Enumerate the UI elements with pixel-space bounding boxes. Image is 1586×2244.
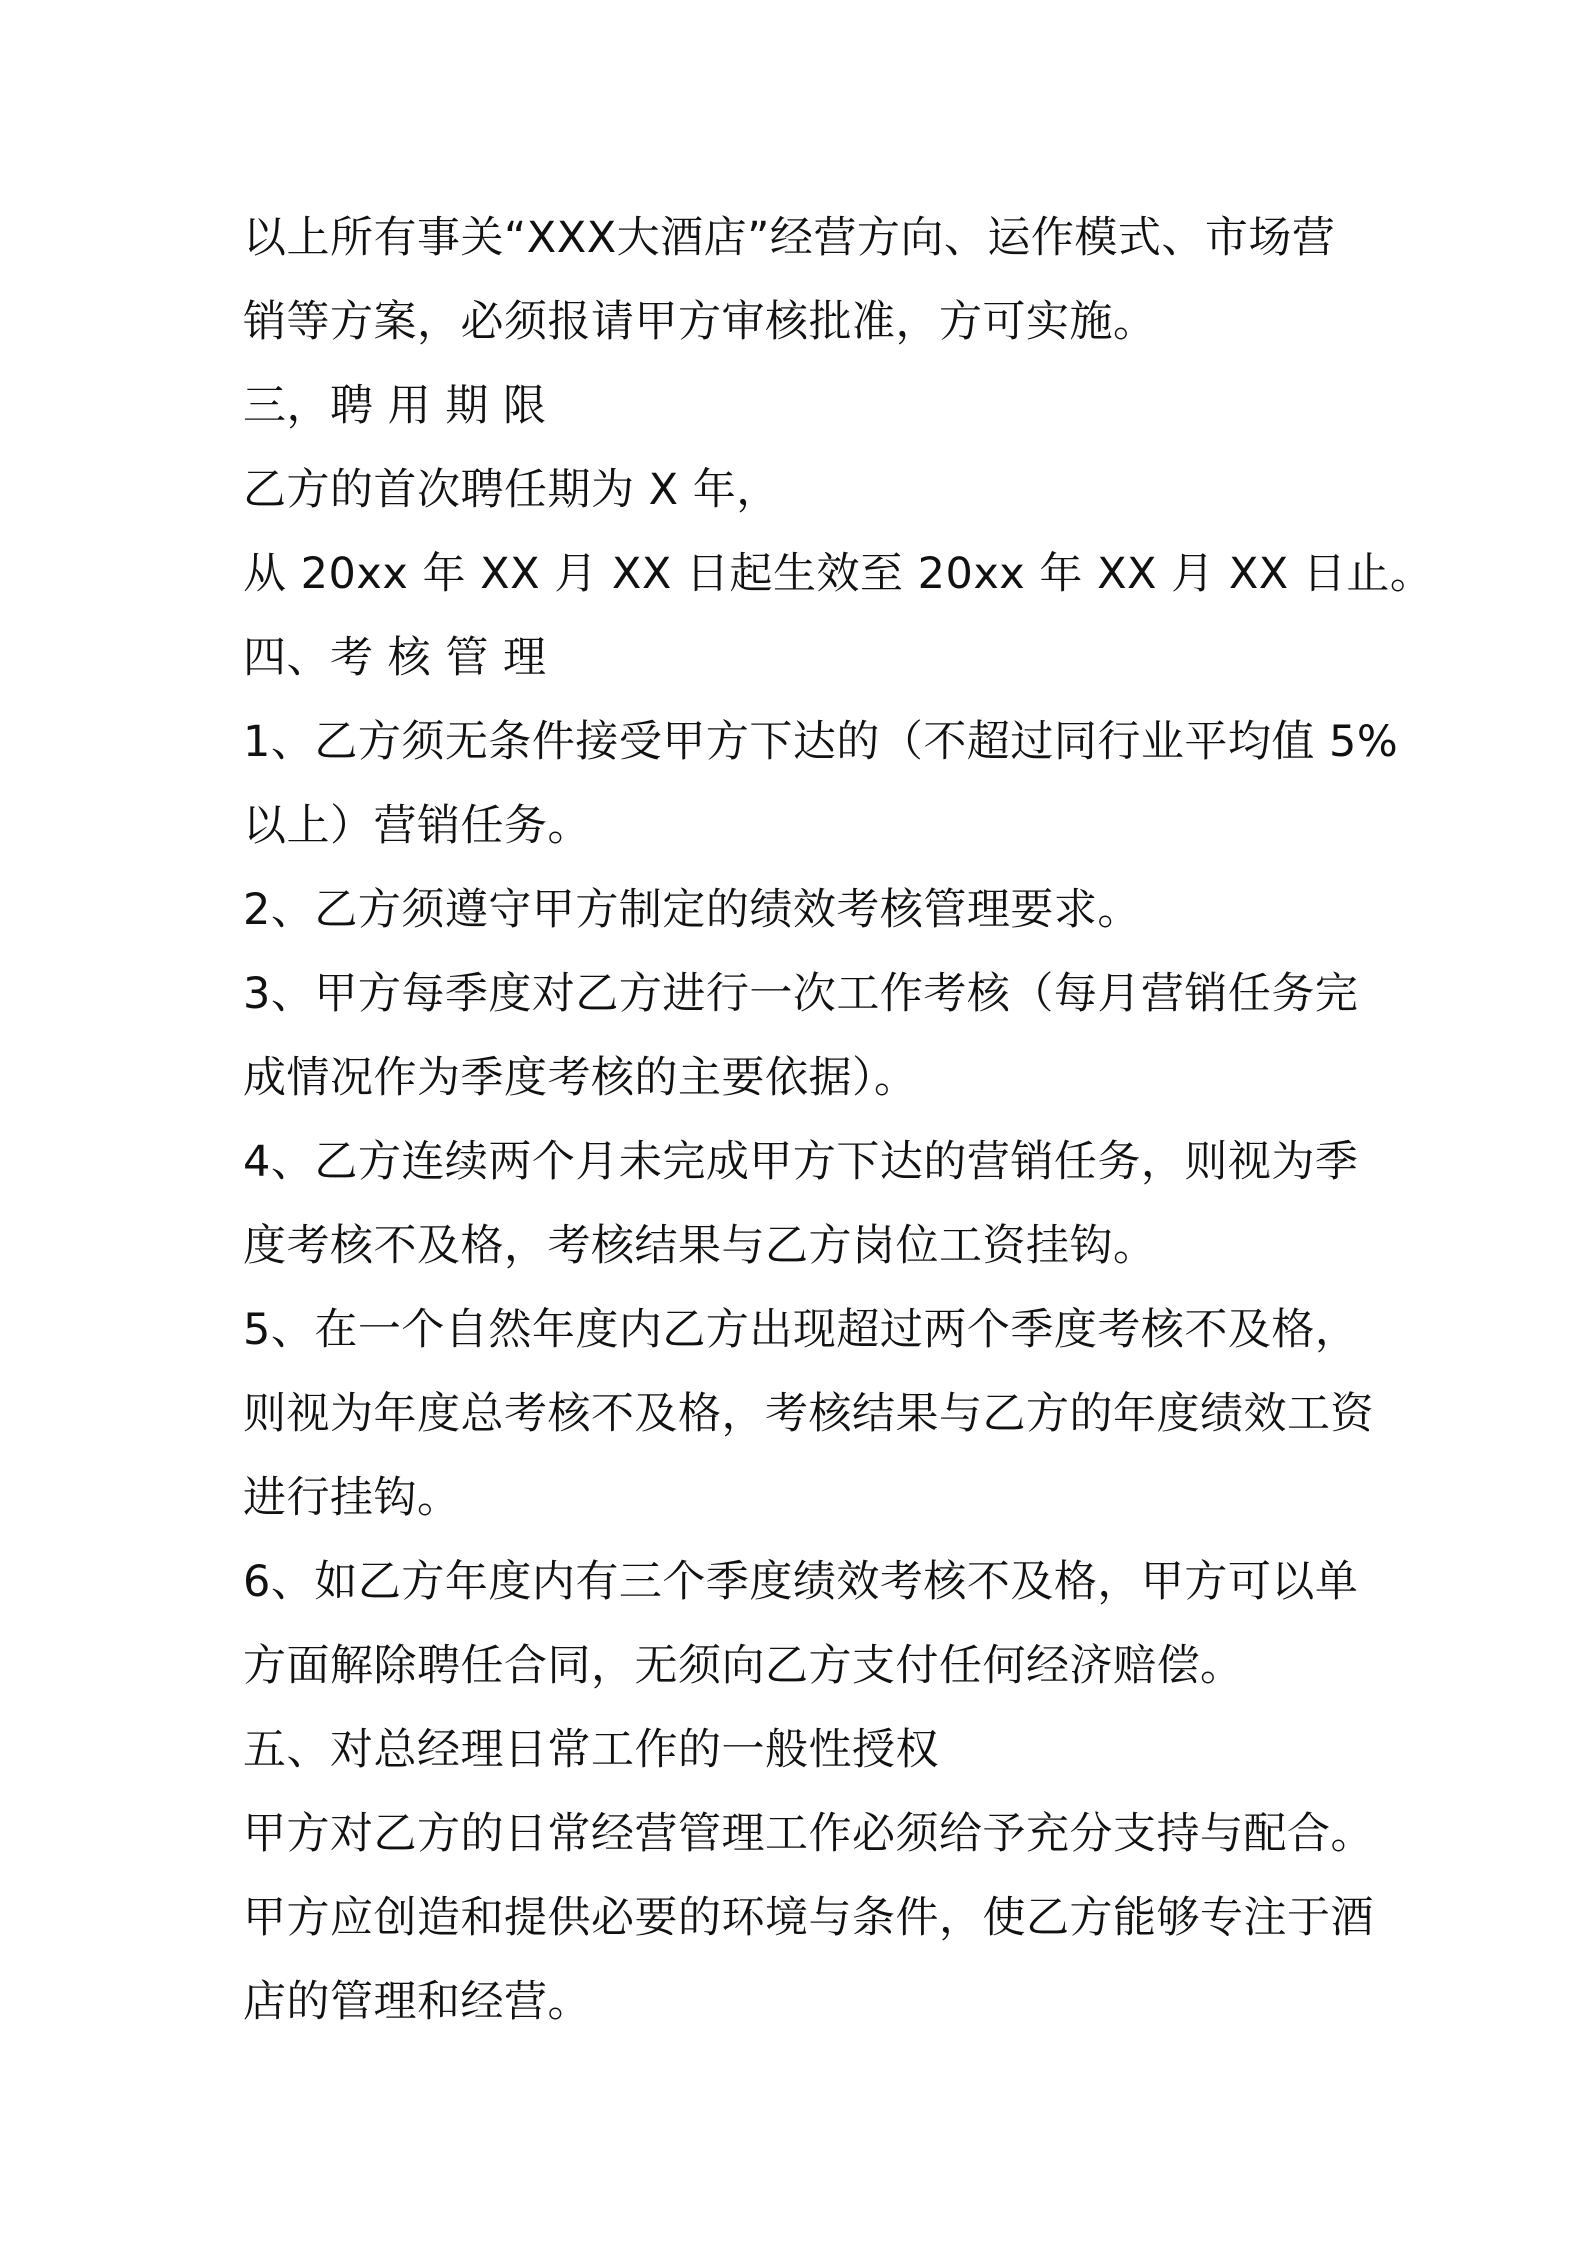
paragraph-line: 从 20xx 年 XX 月 XX 日起生效至 20xx 年 XX 月 XX 日止。 <box>243 549 1434 599</box>
list-item-1: 1、乙方须无条件接受甲方下达的（不超过同行业平均值 5% <box>243 717 1399 767</box>
paragraph-line: 乙方的首次聘任期为 X 年， <box>243 465 780 515</box>
section-heading-authorization: 五、对总经理日常工作的一般性授权 <box>243 1725 939 1775</box>
paragraph-line: 甲方对乙方的日常经营管理工作必须给予充分支持与配合。 <box>243 1809 1374 1859</box>
section-heading-term: 三，聘 用 期 限 <box>243 381 547 431</box>
list-item-6: 6、如乙方年度内有三个季度绩效考核不及格，甲方可以单 <box>243 1557 1359 1607</box>
list-item-2: 2、乙方须遵守甲方制定的绩效考核管理要求。 <box>243 885 1141 935</box>
paragraph-line: 销等方案，必须报请甲方审核批准，方可实施。 <box>243 297 1157 347</box>
list-item-3: 3、甲方每季度对乙方进行一次工作考核（每月营销任务完 <box>243 969 1359 1019</box>
list-item-5-cont: 则视为年度总考核不及格，考核结果与乙方的年度绩效工资 <box>243 1389 1374 1439</box>
paragraph-line: 甲方应创造和提供必要的环境与条件，使乙方能够专注于酒 <box>243 1893 1374 1943</box>
list-item-3-cont: 成情况作为季度考核的主要依据）。 <box>243 1053 918 1103</box>
paragraph-line: 以上所有事关“XXX大酒店”经营方向、运作模式、市场营 <box>243 213 1336 263</box>
list-item-1-cont: 以上）营销任务。 <box>243 801 591 851</box>
list-item-5-cont: 进行挂钩。 <box>243 1473 461 1523</box>
list-item-6-cont: 方面解除聘任合同，无须向乙方支付任何经济赔偿。 <box>243 1641 1244 1691</box>
paragraph-line: 店的管理和经营。 <box>243 1977 591 2027</box>
list-item-5: 5、在一个自然年度内乙方出现超过两个季度考核不及格， <box>243 1305 1359 1355</box>
list-item-4-cont: 度考核不及格，考核结果与乙方岗位工资挂钩。 <box>243 1221 1157 1271</box>
list-item-4: 4、乙方连续两个月未完成甲方下达的营销任务，则视为季 <box>243 1137 1359 1187</box>
document-body <box>243 196 1434 2044</box>
section-heading-assessment: 四、考 核 管 理 <box>243 633 547 683</box>
